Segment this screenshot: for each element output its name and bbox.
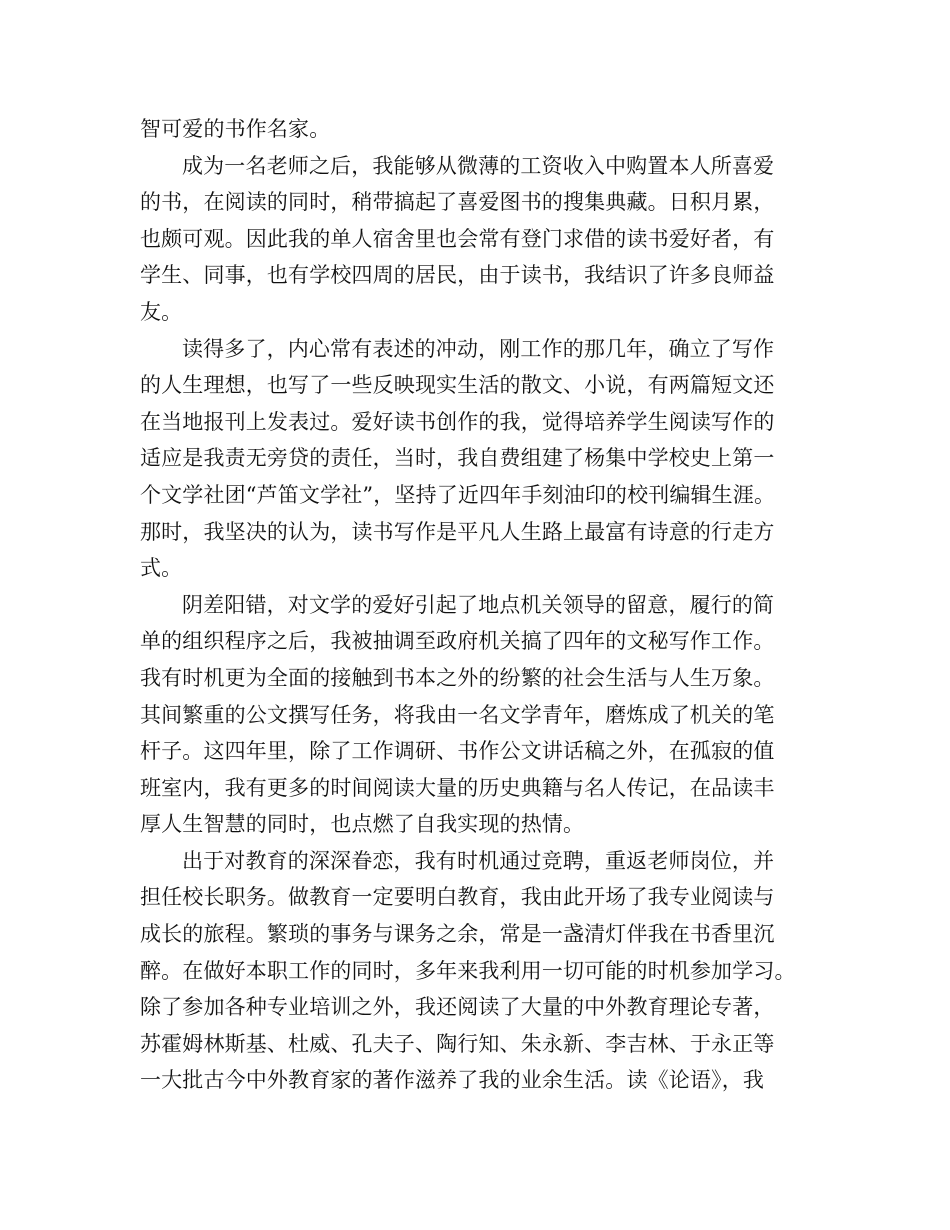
text-line: 其间繁重的公文撰写任务，将我由一名文学青年，磨炼成了机关的笔 (140, 702, 775, 727)
text-line: 醉。在做好本职工作的同时，多年来我利用一切可能的时机参加学习。 (140, 958, 796, 983)
text-line: 担任校长职务。做教育一定要明白教育，我由此开场了我专业阅读与 (140, 885, 775, 910)
text-line: 的人生理想，也写了一些反映现实生活的散文、小说，有两篇短文还 (140, 373, 775, 398)
text-line: 智可爱的书作名家。 (140, 117, 331, 141)
text-line: 友。 (140, 299, 183, 324)
text-line: 成为一名老师之后，我能够从微薄的工资收入中购置本人所喜爱 (182, 153, 775, 178)
text-line: 成长的旅程。繁琐的事务与课务之余，常是一盏清灯伴我在书香里沉 (140, 922, 775, 947)
text-line: 适应是我责无旁贷的责任，当时，我自费组建了杨集中学校史上第一 (140, 446, 775, 471)
text-line: 个文学社团“芦笛文学社”，坚持了近四年手刻油印的校刊编辑生涯。 (140, 482, 776, 507)
document-body (140, 111, 840, 1099)
text-line: 一大批古今中外教育家的著作滋养了我的业余生活。读《论语》，我 (140, 1068, 764, 1093)
text-line: 那时，我坚决的认为，读书写作是平凡人生路上最富有诗意的行走方 (140, 519, 775, 544)
text-line: 学生、同事，也有学校四周的居民，由于读书，我结识了许多良师益 (140, 263, 775, 288)
text-line: 的书，在阅读的同时，稍带搞起了喜爱图书的搜集典藏。日积月累， (140, 190, 775, 215)
text-line: 出于对教育的深深眷恋，我有时机通过竞聘，重返老师岗位，并 (182, 848, 775, 873)
text-line: 厚人生智慧的同时，也点燃了自我实现的热情。 (140, 812, 585, 837)
text-line: 式。 (140, 556, 183, 581)
text-line: 也颇可观。因此我的单人宿舍里也会常有登门求借的读书爱好者，有 (140, 226, 775, 251)
text-line: 班室内，我有更多的时间阅读大量的历史典籍与名人传记，在品读丰 (140, 775, 775, 800)
text-line: 杆子。这四年里，除了工作调研、书作公文讲话稿之外，在孤寂的值 (140, 739, 775, 764)
text-line: 苏霍姆林斯基、杜威、孔夫子、陶行知、朱永新、李吉林、于永正等 (140, 1031, 775, 1056)
text-line: 在当地报刊上发表过。爱好读书创作的我，觉得培养学生阅读写作的 (140, 409, 775, 434)
text-line: 阴差阳错，对文学的爱好引起了地点机关领导的留意，履行的简 (182, 592, 775, 617)
text-line: 读得多了，内心常有表述的冲动，刚工作的那几年，确立了写作 (182, 336, 775, 361)
text-line: 我有时机更为全面的接触到书本之外的纷繁的社会生活与人生万象。 (140, 665, 775, 690)
text-line: 单的组织程序之后，我被抽调至政府机关搞了四年的文秘写作工作。 (140, 629, 775, 654)
text-line: 除了参加各种专业培训之外，我还阅读了大量的中外教育理论专著， (140, 995, 775, 1020)
